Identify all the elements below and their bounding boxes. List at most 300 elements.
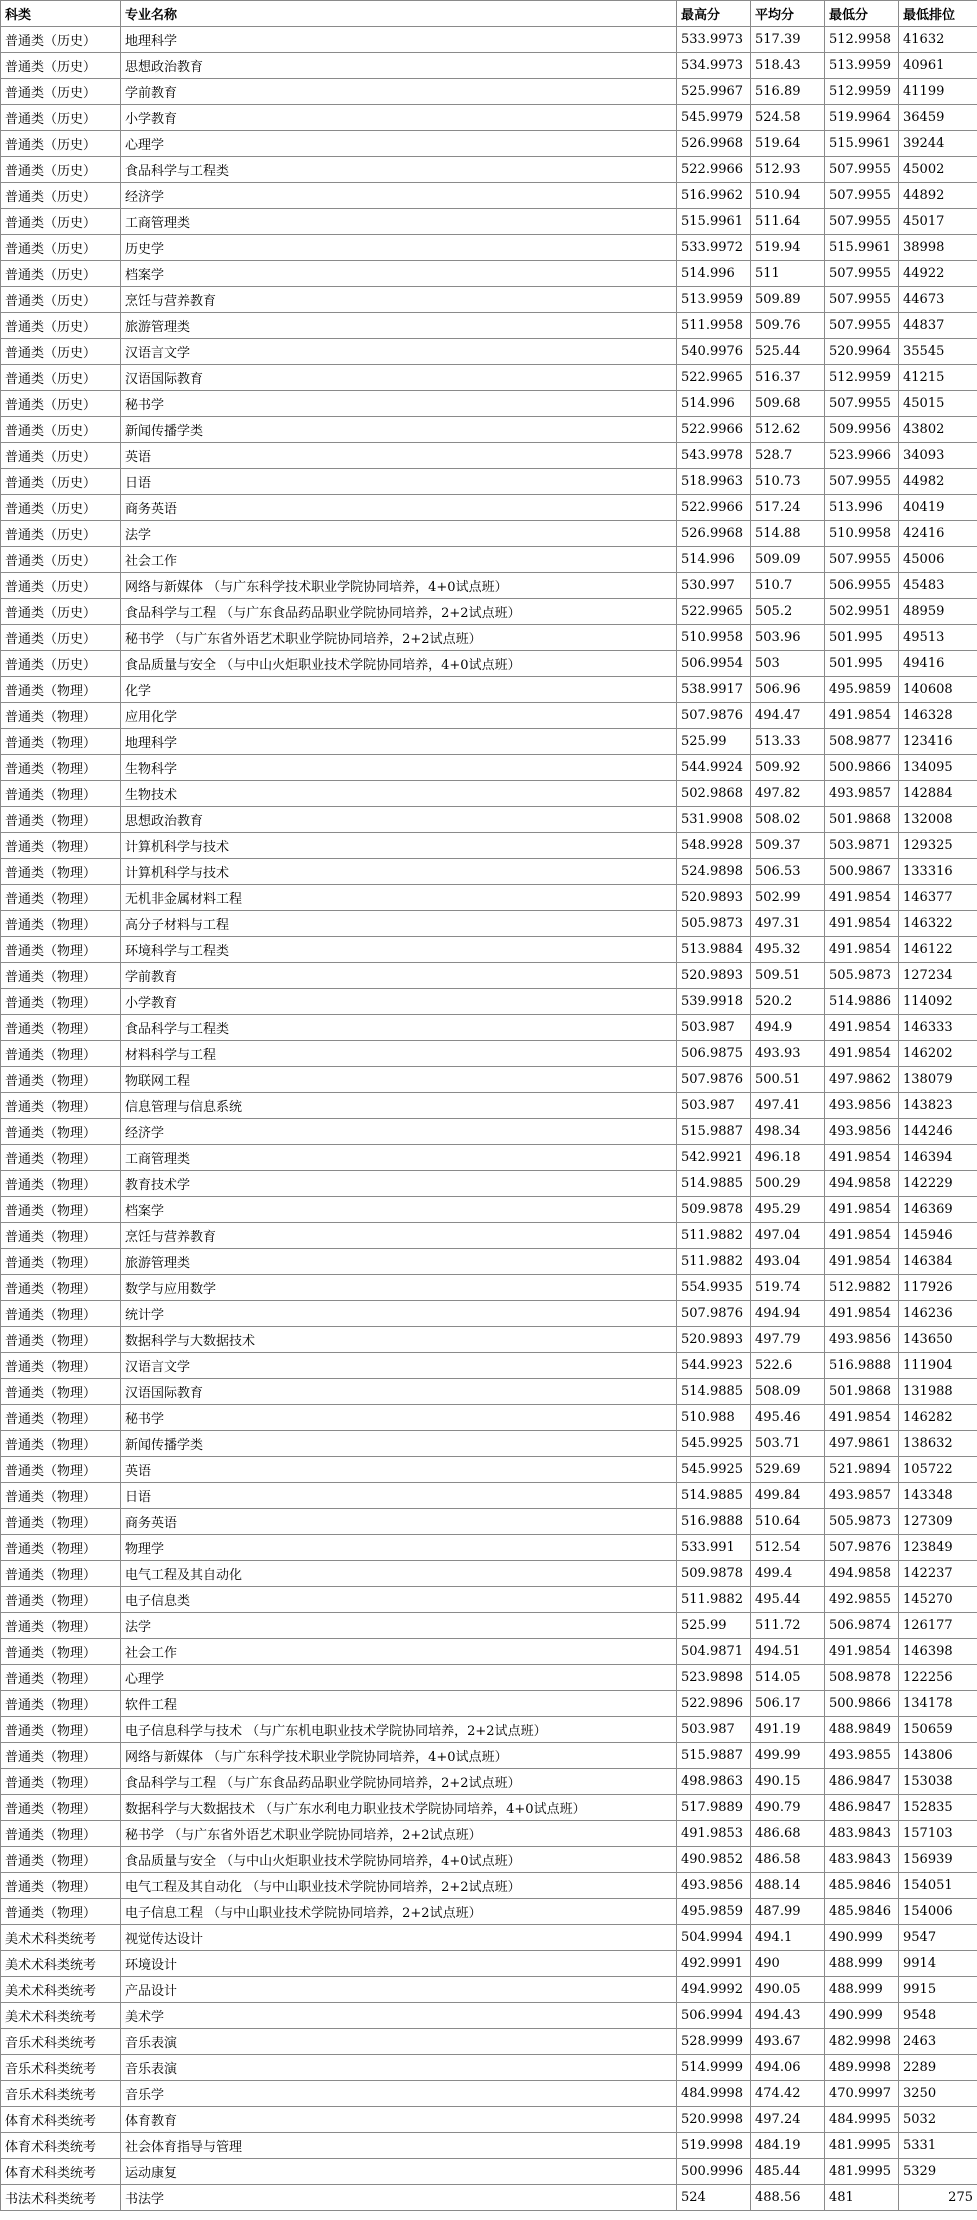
cell-category: 普通类（历史）	[1, 365, 121, 391]
cell-max-score: 533.9972	[677, 235, 751, 261]
cell-min-score: 507.9955	[825, 547, 899, 573]
cell-category: 普通类（物理）	[1, 1119, 121, 1145]
cell-min-score: 491.9854	[825, 1405, 899, 1431]
cell-max-score: 504.9994	[677, 1925, 751, 1951]
cell-min-rank: 9547	[899, 1925, 977, 1951]
cell-category: 普通类（历史）	[1, 469, 121, 495]
cell-max-score: 514.996	[677, 261, 751, 287]
cell-category: 普通类（历史）	[1, 547, 121, 573]
cell-min-score: 490.999	[825, 2003, 899, 2029]
cell-min-score: 497.9862	[825, 1067, 899, 1093]
cell-avg-score: 509.89	[751, 287, 825, 313]
cell-min-score: 512.9958	[825, 27, 899, 53]
cell-major: 工商管理类	[121, 1145, 677, 1171]
cell-major: 心理学	[121, 131, 677, 157]
cell-min-score: 486.9847	[825, 1795, 899, 1821]
cell-min-score: 491.9854	[825, 937, 899, 963]
table-row	[1, 1535, 977, 1561]
cell-avg-score: 508.09	[751, 1379, 825, 1405]
cell-avg-score: 510.7	[751, 573, 825, 599]
cell-max-score: 543.9978	[677, 443, 751, 469]
table-row	[1, 339, 977, 365]
cell-category: 普通类（物理）	[1, 703, 121, 729]
table-row	[1, 157, 977, 183]
cell-major: 应用化学	[121, 703, 677, 729]
cell-max-score: 513.9884	[677, 937, 751, 963]
cell-min-rank: 123416	[899, 729, 977, 755]
table-row	[1, 53, 977, 79]
table-row	[1, 1171, 977, 1197]
cell-avg-score: 516.89	[751, 79, 825, 105]
cell-min-score: 483.9843	[825, 1847, 899, 1873]
cell-max-score: 504.9871	[677, 1639, 751, 1665]
cell-min-score: 494.9858	[825, 1561, 899, 1587]
cell-avg-score: 493.93	[751, 1041, 825, 1067]
cell-major: 地理科学	[121, 729, 677, 755]
cell-major: 电子信息工程 （与中山职业技术学院协同培养，2+2试点班）	[121, 1899, 677, 1925]
cell-category: 普通类（物理）	[1, 1717, 121, 1743]
cell-avg-score: 494.47	[751, 703, 825, 729]
cell-category: 普通类（物理）	[1, 1301, 121, 1327]
cell-min-score: 506.9874	[825, 1613, 899, 1639]
table-row	[1, 27, 977, 53]
cell-avg-score: 514.88	[751, 521, 825, 547]
cell-major: 美术学	[121, 2003, 677, 2029]
table-row	[1, 417, 977, 443]
header-max-score: 最高分	[677, 1, 751, 27]
cell-avg-score: 506.96	[751, 677, 825, 703]
cell-min-rank: 144246	[899, 1119, 977, 1145]
table-row	[1, 911, 977, 937]
cell-max-score: 522.9965	[677, 599, 751, 625]
cell-max-score: 505.9873	[677, 911, 751, 937]
cell-category: 普通类（物理）	[1, 885, 121, 911]
table-row	[1, 287, 977, 313]
cell-major: 电子信息科学与技术 （与广东机电职业技术学院协同培养，2+2试点班）	[121, 1717, 677, 1743]
table-row	[1, 2055, 977, 2081]
cell-min-score: 508.9877	[825, 729, 899, 755]
cell-major: 英语	[121, 443, 677, 469]
table-row	[1, 1561, 977, 1587]
header-category: 科类	[1, 1, 121, 27]
cell-min-rank: 146322	[899, 911, 977, 937]
cell-category: 普通类（历史）	[1, 313, 121, 339]
cell-major: 新闻传播学类	[121, 1431, 677, 1457]
table-row	[1, 365, 977, 391]
cell-major: 电气工程及其自动化	[121, 1561, 677, 1587]
cell-min-rank: 146394	[899, 1145, 977, 1171]
cell-max-score: 539.9918	[677, 989, 751, 1015]
cell-category: 普通类（历史）	[1, 339, 121, 365]
cell-category: 普通类（物理）	[1, 1431, 121, 1457]
cell-min-score: 492.9855	[825, 1587, 899, 1613]
cell-major: 思想政治教育	[121, 807, 677, 833]
cell-min-rank: 142884	[899, 781, 977, 807]
table-row	[1, 729, 977, 755]
table-row	[1, 235, 977, 261]
cell-major: 环境科学与工程类	[121, 937, 677, 963]
cell-min-score: 482.9998	[825, 2029, 899, 2055]
cell-min-rank: 143823	[899, 1093, 977, 1119]
cell-min-rank: 5329	[899, 2159, 977, 2185]
cell-min-rank: 150659	[899, 1717, 977, 1743]
table-row	[1, 677, 977, 703]
cell-min-score: 485.9846	[825, 1899, 899, 1925]
cell-major: 汉语国际教育	[121, 365, 677, 391]
table-row	[1, 105, 977, 131]
cell-avg-score: 494.94	[751, 1301, 825, 1327]
cell-min-rank: 5032	[899, 2107, 977, 2133]
cell-min-rank: 138632	[899, 1431, 977, 1457]
cell-min-rank: 34093	[899, 443, 977, 469]
cell-category: 普通类（物理）	[1, 1327, 121, 1353]
cell-avg-score: 500.51	[751, 1067, 825, 1093]
cell-max-score: 518.9963	[677, 469, 751, 495]
cell-category: 普通类（物理）	[1, 1197, 121, 1223]
cell-max-score: 524	[677, 2185, 751, 2211]
cell-category: 书法术科类统考	[1, 2185, 121, 2211]
table-row	[1, 1249, 977, 1275]
cell-min-score: 508.9878	[825, 1665, 899, 1691]
cell-category: 普通类（历史）	[1, 79, 121, 105]
cell-min-rank: 157103	[899, 1821, 977, 1847]
cell-min-score: 483.9843	[825, 1821, 899, 1847]
cell-max-score: 511.9882	[677, 1223, 751, 1249]
cell-min-rank: 42416	[899, 521, 977, 547]
cell-avg-score: 509.76	[751, 313, 825, 339]
cell-min-rank: 140608	[899, 677, 977, 703]
cell-min-rank: 45002	[899, 157, 977, 183]
cell-max-score: 520.9893	[677, 963, 751, 989]
cell-min-rank: 154051	[899, 1873, 977, 1899]
cell-avg-score: 510.73	[751, 469, 825, 495]
table-row	[1, 781, 977, 807]
cell-category: 普通类（物理）	[1, 1379, 121, 1405]
cell-category: 普通类（物理）	[1, 1145, 121, 1171]
cell-avg-score: 519.64	[751, 131, 825, 157]
cell-max-score: 503.987	[677, 1717, 751, 1743]
cell-min-rank: 134178	[899, 1691, 977, 1717]
cell-avg-score: 511.72	[751, 1613, 825, 1639]
cell-major: 法学	[121, 521, 677, 547]
cell-min-rank: 3250	[899, 2081, 977, 2107]
cell-category: 普通类（物理）	[1, 1041, 121, 1067]
header-avg-score: 平均分	[751, 1, 825, 27]
cell-min-rank: 127234	[899, 963, 977, 989]
cell-avg-score: 495.32	[751, 937, 825, 963]
cell-max-score: 544.9923	[677, 1353, 751, 1379]
cell-min-rank: 134095	[899, 755, 977, 781]
cell-min-score: 507.9876	[825, 1535, 899, 1561]
cell-max-score: 548.9928	[677, 833, 751, 859]
table-row	[1, 2003, 977, 2029]
cell-min-score: 493.9855	[825, 1743, 899, 1769]
cell-category: 普通类（物理）	[1, 755, 121, 781]
cell-min-score: 514.9886	[825, 989, 899, 1015]
cell-avg-score: 517.24	[751, 495, 825, 521]
table-row	[1, 1587, 977, 1613]
cell-avg-score: 494.43	[751, 2003, 825, 2029]
cell-max-score: 514.996	[677, 547, 751, 573]
cell-category: 普通类（历史）	[1, 105, 121, 131]
cell-max-score: 554.9935	[677, 1275, 751, 1301]
cell-major: 食品科学与工程 （与广东食品药品职业学院协同培养，2+2试点班）	[121, 1769, 677, 1795]
cell-major: 汉语言文学	[121, 1353, 677, 1379]
cell-avg-score: 494.51	[751, 1639, 825, 1665]
cell-min-rank: 9915	[899, 1977, 977, 2003]
table-row	[1, 495, 977, 521]
cell-avg-score: 494.06	[751, 2055, 825, 2081]
cell-avg-score: 491.19	[751, 1717, 825, 1743]
cell-major: 书法学	[121, 2185, 677, 2211]
cell-max-score: 514.996	[677, 391, 751, 417]
cell-avg-score: 493.67	[751, 2029, 825, 2055]
cell-min-score: 507.9955	[825, 313, 899, 339]
cell-major: 数据科学与大数据技术	[121, 1327, 677, 1353]
cell-min-score: 491.9854	[825, 1041, 899, 1067]
table-row	[1, 1119, 977, 1145]
table-row	[1, 1275, 977, 1301]
cell-min-rank: 146236	[899, 1301, 977, 1327]
cell-max-score: 506.9875	[677, 1041, 751, 1067]
cell-max-score: 524.9898	[677, 859, 751, 885]
cell-max-score: 520.9998	[677, 2107, 751, 2133]
cell-max-score: 492.9991	[677, 1951, 751, 1977]
cell-avg-score: 499.4	[751, 1561, 825, 1587]
cell-avg-score: 490.15	[751, 1769, 825, 1795]
cell-category: 体育术科类统考	[1, 2133, 121, 2159]
table-row	[1, 2107, 977, 2133]
cell-avg-score: 512.54	[751, 1535, 825, 1561]
cell-avg-score: 503.71	[751, 1431, 825, 1457]
cell-avg-score: 525.44	[751, 339, 825, 365]
cell-category: 普通类（历史）	[1, 625, 121, 651]
cell-category: 普通类（历史）	[1, 391, 121, 417]
cell-category: 普通类（物理）	[1, 1275, 121, 1301]
cell-max-score: 514.9885	[677, 1171, 751, 1197]
cell-major: 旅游管理类	[121, 313, 677, 339]
cell-max-score: 514.9885	[677, 1379, 751, 1405]
cell-category: 普通类（历史）	[1, 235, 121, 261]
table-row	[1, 1951, 977, 1977]
cell-min-rank: 131988	[899, 1379, 977, 1405]
cell-max-score: 511.9958	[677, 313, 751, 339]
cell-major: 生物科学	[121, 755, 677, 781]
cell-min-score: 491.9854	[825, 1223, 899, 1249]
cell-min-score: 491.9854	[825, 885, 899, 911]
table-row	[1, 755, 977, 781]
cell-avg-score: 494.9	[751, 1015, 825, 1041]
table-row	[1, 1145, 977, 1171]
table-row	[1, 2029, 977, 2055]
cell-max-score: 502.9868	[677, 781, 751, 807]
cell-avg-score: 488.14	[751, 1873, 825, 1899]
cell-min-rank: 9914	[899, 1951, 977, 1977]
cell-max-score: 511.9882	[677, 1249, 751, 1275]
cell-major: 历史学	[121, 235, 677, 261]
table-row	[1, 1665, 977, 1691]
cell-min-rank: 44673	[899, 287, 977, 313]
cell-avg-score: 497.24	[751, 2107, 825, 2133]
cell-major: 汉语国际教育	[121, 1379, 677, 1405]
table-row	[1, 1093, 977, 1119]
cell-category: 普通类（历史）	[1, 599, 121, 625]
cell-min-score: 507.9955	[825, 183, 899, 209]
table-row	[1, 1769, 977, 1795]
cell-min-rank: 146202	[899, 1041, 977, 1067]
cell-major: 英语	[121, 1457, 677, 1483]
cell-major: 无机非金属材料工程	[121, 885, 677, 911]
cell-avg-score: 520.2	[751, 989, 825, 1015]
cell-avg-score: 510.64	[751, 1509, 825, 1535]
cell-max-score: 498.9863	[677, 1769, 751, 1795]
cell-major: 音乐表演	[121, 2055, 677, 2081]
cell-avg-score: 509.92	[751, 755, 825, 781]
cell-major: 日语	[121, 1483, 677, 1509]
cell-category: 普通类（物理）	[1, 1067, 121, 1093]
cell-major: 秘书学	[121, 1405, 677, 1431]
cell-max-score: 545.9925	[677, 1457, 751, 1483]
cell-major: 学前教育	[121, 79, 677, 105]
cell-min-rank: 44892	[899, 183, 977, 209]
cell-max-score: 490.9852	[677, 1847, 751, 1873]
table-row	[1, 859, 977, 885]
cell-avg-score: 497.04	[751, 1223, 825, 1249]
cell-major: 经济学	[121, 183, 677, 209]
cell-min-score: 507.9955	[825, 469, 899, 495]
cell-avg-score: 514.05	[751, 1665, 825, 1691]
cell-min-score: 493.9856	[825, 1119, 899, 1145]
cell-min-score: 491.9854	[825, 1249, 899, 1275]
table-row	[1, 1717, 977, 1743]
cell-max-score: 511.9882	[677, 1587, 751, 1613]
cell-avg-score: 497.31	[751, 911, 825, 937]
cell-min-rank: 126177	[899, 1613, 977, 1639]
table-row	[1, 209, 977, 235]
cell-category: 普通类（物理）	[1, 1769, 121, 1795]
cell-max-score: 538.9917	[677, 677, 751, 703]
cell-min-score: 502.9951	[825, 599, 899, 625]
cell-category: 普通类（物理）	[1, 1873, 121, 1899]
cell-min-rank: 45483	[899, 573, 977, 599]
cell-min-score: 512.9959	[825, 365, 899, 391]
cell-category: 普通类（历史）	[1, 521, 121, 547]
cell-max-score: 540.9976	[677, 339, 751, 365]
cell-category: 普通类（历史）	[1, 417, 121, 443]
cell-max-score: 509.9878	[677, 1561, 751, 1587]
cell-major: 视觉传达设计	[121, 1925, 677, 1951]
cell-min-rank: 152835	[899, 1795, 977, 1821]
cell-avg-score: 503.96	[751, 625, 825, 651]
cell-major: 信息管理与信息系统	[121, 1093, 677, 1119]
table-row	[1, 521, 977, 547]
table-row	[1, 625, 977, 651]
cell-max-score: 522.9966	[677, 417, 751, 443]
cell-avg-score: 490.79	[751, 1795, 825, 1821]
cell-major: 教育技术学	[121, 1171, 677, 1197]
cell-max-score: 526.9968	[677, 521, 751, 547]
cell-min-score: 516.9888	[825, 1353, 899, 1379]
table-row	[1, 1613, 977, 1639]
cell-min-score: 501.995	[825, 625, 899, 651]
cell-avg-score: 509.68	[751, 391, 825, 417]
cell-major: 音乐学	[121, 2081, 677, 2107]
table-row	[1, 599, 977, 625]
cell-major: 秘书学 （与广东省外语艺术职业学院协同培养，2+2试点班）	[121, 625, 677, 651]
cell-min-rank: 153038	[899, 1769, 977, 1795]
cell-min-rank: 48959	[899, 599, 977, 625]
cell-category: 美术术科类统考	[1, 2003, 121, 2029]
cell-min-score: 497.9861	[825, 1431, 899, 1457]
cell-major: 电子信息类	[121, 1587, 677, 1613]
cell-min-score: 521.9894	[825, 1457, 899, 1483]
cell-avg-score: 506.53	[751, 859, 825, 885]
cell-major: 环境设计	[121, 1951, 677, 1977]
table-row	[1, 885, 977, 911]
cell-category: 普通类（历史）	[1, 209, 121, 235]
cell-max-score: 510.9958	[677, 625, 751, 651]
cell-max-score: 516.9888	[677, 1509, 751, 1535]
cell-max-score: 491.9853	[677, 1821, 751, 1847]
cell-min-rank: 145946	[899, 1223, 977, 1249]
cell-min-rank: 133316	[899, 859, 977, 885]
cell-max-score: 513.9959	[677, 287, 751, 313]
cell-max-score: 503.987	[677, 1093, 751, 1119]
cell-major: 数据科学与大数据技术 （与广东水利电力职业技术学院协同培养，4+0试点班）	[121, 1795, 677, 1821]
cell-category: 普通类（物理）	[1, 1743, 121, 1769]
cell-max-score: 526.9968	[677, 131, 751, 157]
cell-min-rank: 132008	[899, 807, 977, 833]
cell-min-rank: 146369	[899, 1197, 977, 1223]
cell-max-score: 545.9979	[677, 105, 751, 131]
table-row	[1, 1379, 977, 1405]
cell-avg-score: 490	[751, 1951, 825, 1977]
cell-min-score: 513.996	[825, 495, 899, 521]
table-row	[1, 79, 977, 105]
header-min-score: 最低分	[825, 1, 899, 27]
cell-avg-score: 509.09	[751, 547, 825, 573]
cell-min-rank: 275	[899, 2185, 977, 2211]
cell-avg-score: 495.46	[751, 1405, 825, 1431]
cell-category: 普通类（物理）	[1, 911, 121, 937]
cell-category: 普通类（物理）	[1, 1015, 121, 1041]
table-row	[1, 1301, 977, 1327]
cell-min-rank: 143650	[899, 1327, 977, 1353]
cell-min-score: 507.9955	[825, 157, 899, 183]
table-row	[1, 651, 977, 677]
cell-min-rank: 44837	[899, 313, 977, 339]
cell-major: 汉语言文学	[121, 339, 677, 365]
cell-category: 普通类（物理）	[1, 781, 121, 807]
table-row	[1, 1691, 977, 1717]
cell-category: 普通类（历史）	[1, 287, 121, 313]
table-row	[1, 1197, 977, 1223]
cell-min-score: 501.9868	[825, 807, 899, 833]
cell-avg-score: 509.37	[751, 833, 825, 859]
cell-category: 美术术科类统考	[1, 1951, 121, 1977]
cell-avg-score: 529.69	[751, 1457, 825, 1483]
table-row	[1, 2081, 977, 2107]
cell-avg-score: 474.42	[751, 2081, 825, 2107]
cell-avg-score: 485.44	[751, 2159, 825, 2185]
cell-category: 普通类（历史）	[1, 573, 121, 599]
cell-min-rank: 49513	[899, 625, 977, 651]
cell-major: 旅游管理类	[121, 1249, 677, 1275]
table-row	[1, 391, 977, 417]
cell-category: 普通类（历史）	[1, 157, 121, 183]
table-row	[1, 703, 977, 729]
table-row	[1, 807, 977, 833]
